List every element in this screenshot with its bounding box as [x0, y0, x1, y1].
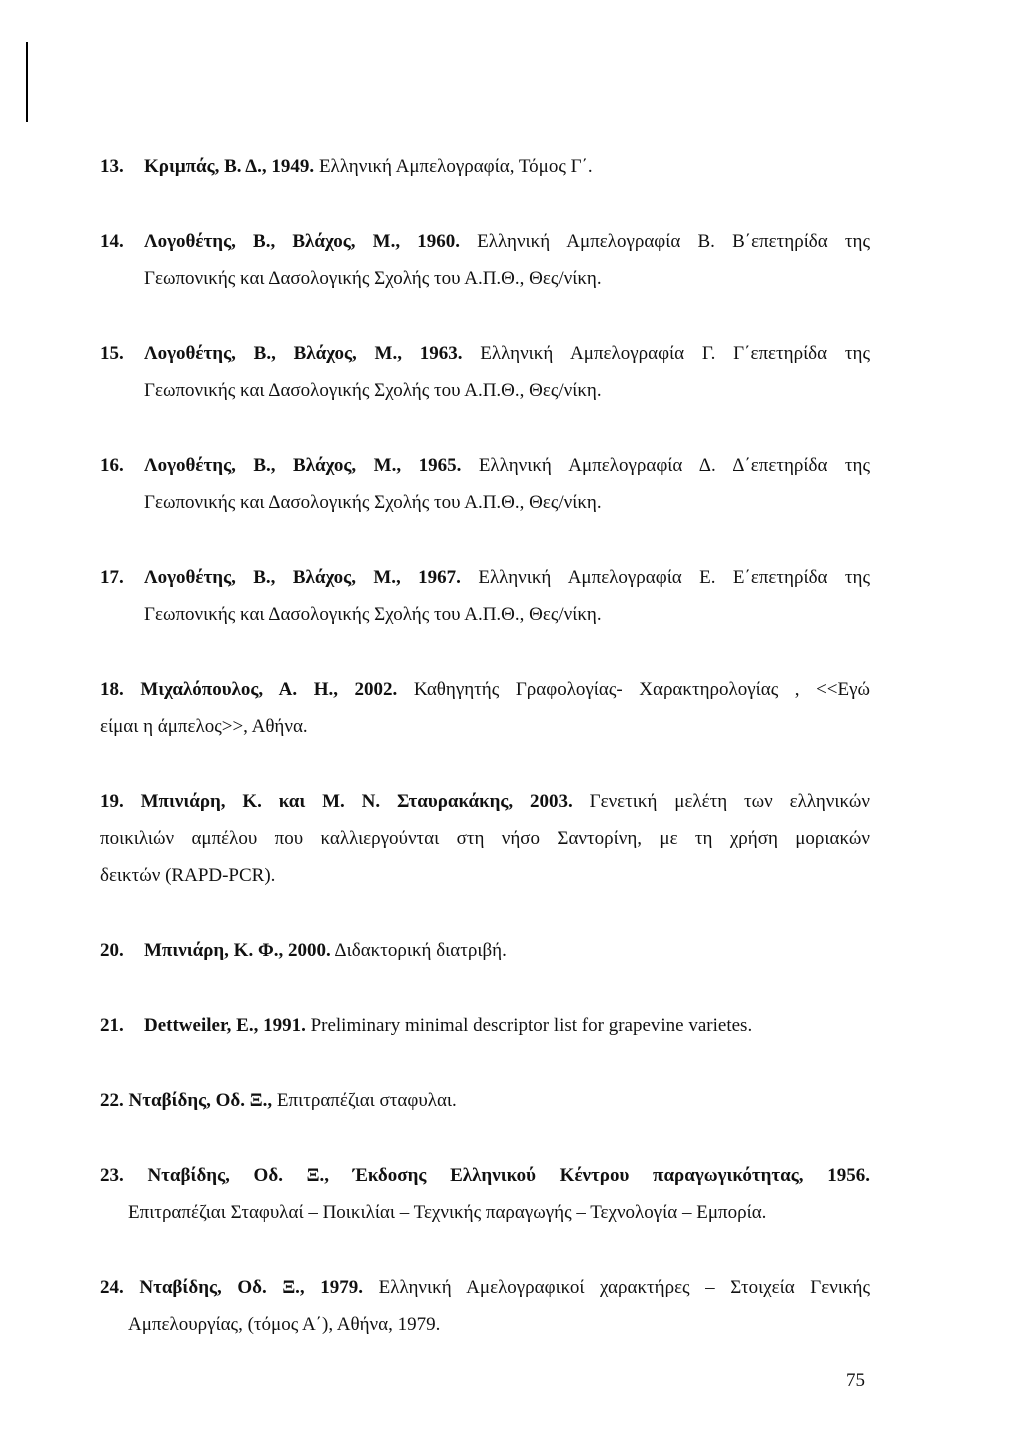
reference-line: ποικιλιών αμπέλου που καλλιεργούνται στη νήσο Σαντορίνη, με τη χρήση μοριακών [100, 828, 870, 849]
margin-line [26, 42, 28, 122]
reference-19 [100, 783, 870, 894]
reference-line: Επιτραπέζιαι Σταφυλαί – Ποικιλίαι – Τεχνικής παραγωγής – Τεχνολογία – Εμπορία. [128, 1202, 767, 1223]
reference-line: 24. Νταβίδης, Οδ. Ξ., 1979. Ελληνική Αμελογραφικοί χαρακτήρες – Στοιχεία Γενικής [100, 1277, 870, 1298]
reference-line: Γεωπονικής και Δασολογικής Σχολής του Α.Π.Θ., Θες/νίκη. [144, 604, 602, 625]
reference-13 [100, 148, 870, 185]
reference-line: Μπινιάρη, Κ. Φ., 2000. Διδακτορική διατριβή. [144, 940, 507, 961]
reference-line: Λογοθέτης, Β., Βλάχος, Μ., 1963. Ελληνική Αμπελογραφία Γ. Γ΄επετηρίδα της [144, 343, 870, 364]
reference-number: 17. [100, 567, 124, 588]
reference-line: Λογοθέτης, Β., Βλάχος, Μ., 1965. Ελληνική Αμπελογραφία Δ. Δ΄επετηρίδα της [144, 455, 870, 476]
reference-21 [100, 1007, 870, 1044]
reference-line: Γεωπονικής και Δασολογικής Σχολής του Α.Π.Θ., Θες/νίκη. [144, 268, 602, 289]
page-number: 75 [846, 1370, 865, 1391]
reference-15 [100, 335, 870, 409]
reference-number: 15. [100, 343, 124, 364]
reference-17 [100, 559, 870, 633]
reference-line: δεικτών (RAPD-PCR). [100, 865, 276, 886]
reference-22 [100, 1082, 870, 1119]
reference-number: 14. [100, 231, 124, 252]
reference-16 [100, 447, 870, 521]
reference-24 [100, 1269, 870, 1343]
reference-14 [100, 223, 870, 297]
reference-line: 19. Μπινιάρη, Κ. και Μ. Ν. Σταυρακάκης, 2003. Γενετική μελέτη των ελληνικών [100, 791, 871, 812]
reference-line: Γεωπονικής και Δασολογικής Σχολής του Α.Π.Θ., Θες/νίκη. [144, 492, 602, 513]
reference-line: Λογοθέτης, Β., Βλάχος, Μ., 1967. Ελληνική Αμπελογραφία Ε. Ε΄επετηρίδα της [144, 567, 870, 588]
reference-line: 23. Νταβίδης, Οδ. Ξ., Έκδοσης Ελληνικού Κέντρου παραγωγικότητας, 1956. [100, 1165, 870, 1186]
reference-line: 22. Νταβίδης, Οδ. Ξ., Επιτραπέζιαι σταφυλαι. [100, 1090, 457, 1111]
reference-line: Λογοθέτης, Β., Βλάχος, Μ., 1960. Ελληνική Αμπελογραφία Β. Β΄επετηρίδα της [144, 231, 870, 252]
reference-line: είμαι η άμπελος>>, Αθήνα. [100, 716, 308, 737]
reference-number: 13. [100, 156, 124, 177]
reference-20 [100, 932, 870, 969]
reference-line: Αμπελουργίας, (τόμος Α΄), Αθήνα, 1979. [128, 1314, 441, 1335]
reference-number: 21. [100, 1015, 124, 1036]
reference-18 [100, 671, 870, 745]
reference-line: 18. Μιχαλόπουλος, Α. Η., 2002. Καθηγητής Γραφολογίας- Χαρακτηρολογίας , <<Εγώ [100, 679, 871, 700]
reference-line: Κριμπάς, Β. Δ., 1949. Ελληνική Αμπελογραφία, Τόμος Γ΄. [144, 156, 593, 177]
reference-list [100, 148, 870, 1343]
reference-number: 20. [100, 940, 124, 961]
reference-line: Γεωπονικής και Δασολογικής Σχολής του Α.Π.Θ., Θες/νίκη. [144, 380, 602, 401]
reference-number: 16. [100, 455, 124, 476]
reference-line: Dettweiler, E., 1991. Preliminary minimal descriptor list for grapevine varietes. [144, 1015, 753, 1036]
reference-23 [100, 1157, 870, 1231]
